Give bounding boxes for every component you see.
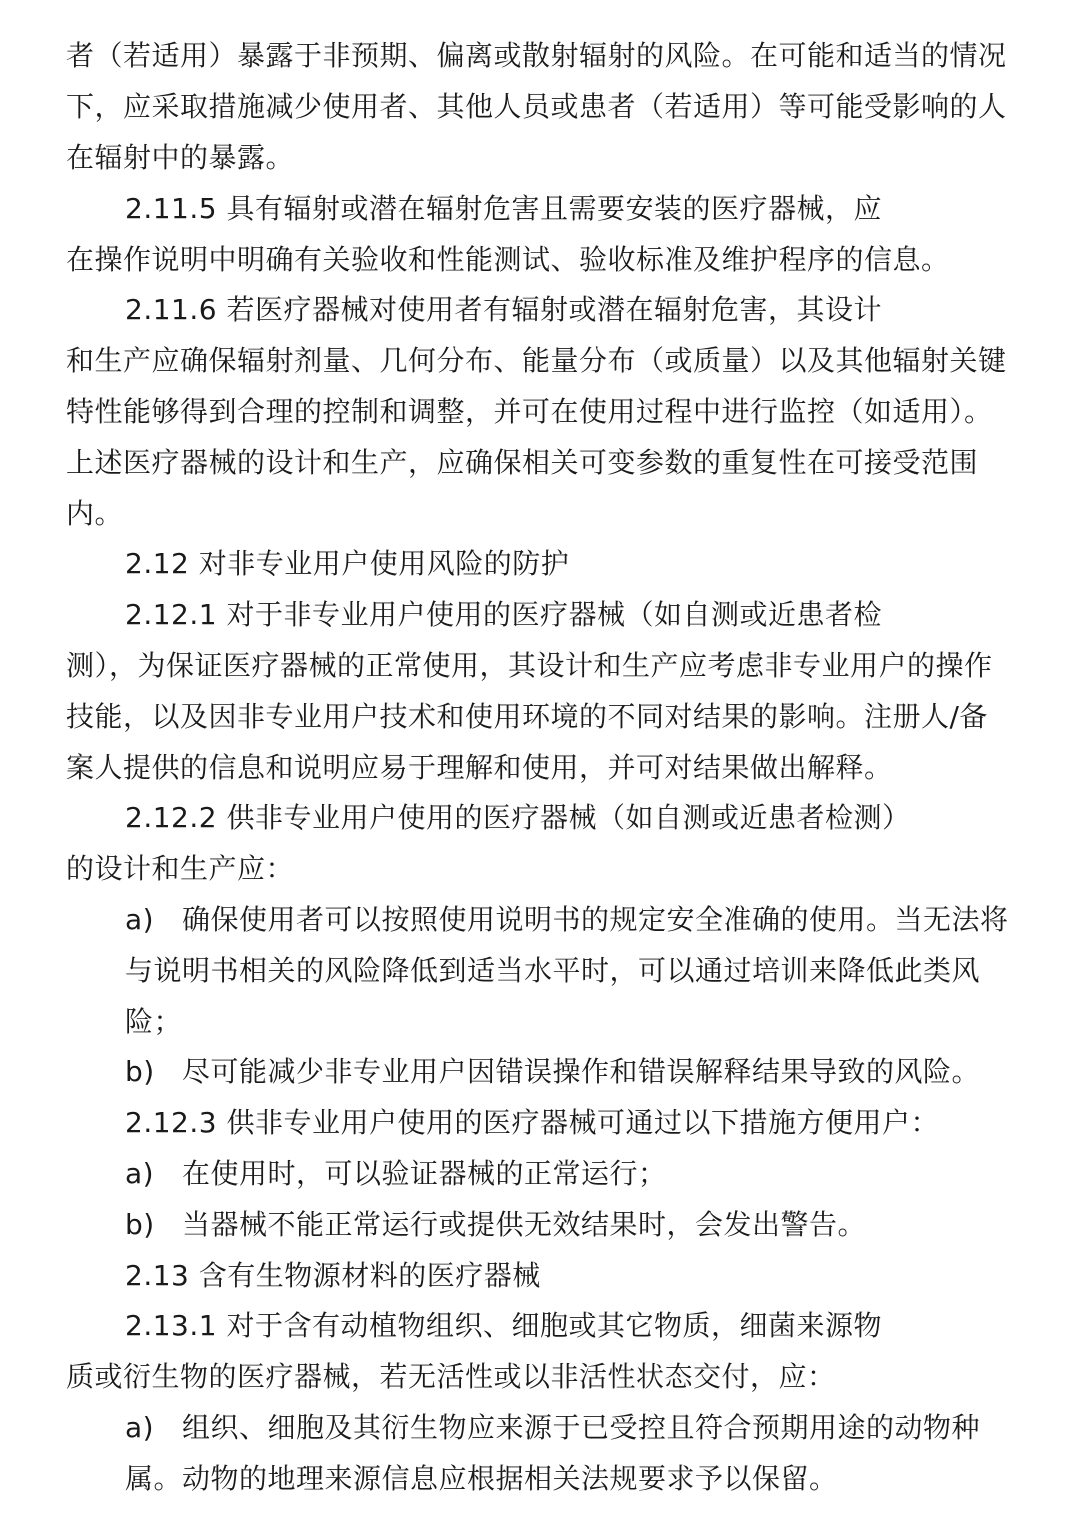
text-line: 的设计和生产应： xyxy=(66,852,295,885)
section-heading: 2.11.6 若医疗器械对使用者有辐射或潜在辐射危害，其设计 xyxy=(125,293,882,326)
list-marker: a) xyxy=(125,1411,155,1444)
section-heading: 2.13 含有生物源材料的医疗器械 xyxy=(125,1259,541,1292)
list-item-text: 属。动物的地理来源信息应根据相关法规要求予以保留。 xyxy=(125,1462,838,1495)
section-heading: 2.12 对非专业用户使用风险的防护 xyxy=(125,547,570,580)
text-line: 内。 xyxy=(66,497,124,530)
list-item-text: 险； xyxy=(125,1005,183,1038)
list-item-text: 组织、细胞及其衍生物应来源于已受控且符合预期用途的动物种 xyxy=(182,1411,981,1444)
list-item-text: 确保使用者可以按照使用说明书的规定安全准确的使用。当无法将 xyxy=(182,903,1009,936)
text-line: 在辐射中的暴露。 xyxy=(66,141,295,174)
list-marker: b) xyxy=(125,1055,155,1088)
list-item-text: 当器械不能正常运行或提供无效结果时，会发出警告。 xyxy=(182,1208,867,1241)
section-heading: 2.11.5 具有辐射或潜在辐射危害且需要安装的医疗器械，应 xyxy=(125,192,882,225)
text-line: 下，应采取措施减少使用者、其他人员或患者（若适用）等可能受影响的人 xyxy=(66,90,1007,123)
text-line: 上述医疗器械的设计和生产，应确保相关可变参数的重复性在可接受范围 xyxy=(66,446,979,479)
list-item-text: 尽可能减少非专业用户因错误操作和错误解释结果导致的风险。 xyxy=(182,1055,981,1088)
text-line: 者（若适用）暴露于非预期、偏离或散射辐射的风险。在可能和适当的情况 xyxy=(66,39,1007,72)
section-heading: 2.13.1 对于含有动植物组织、细胞或其它物质，细菌来源物 xyxy=(125,1309,882,1342)
list-marker: b) xyxy=(125,1208,155,1241)
list-marker: a) xyxy=(125,903,155,936)
section-heading: 2.12.3 供非专业用户使用的医疗器械可通过以下措施方便用户： xyxy=(125,1106,939,1139)
text-line: 测），为保证医疗器械的正常使用，其设计和生产应考虑非专业用户的操作 xyxy=(66,649,993,682)
list-item-text: 在使用时，可以验证器械的正常运行； xyxy=(182,1157,667,1190)
text-line: 和生产应确保辐射剂量、几何分布、能量分布（或质量）以及其他辐射关键 xyxy=(66,344,1007,377)
text-line: 技能，以及因非专业用户技术和使用环境的不同对结果的影响。注册人/备 xyxy=(66,700,988,733)
text-line: 特性能够得到合理的控制和调整，并可在使用过程中进行监控（如适用）。 xyxy=(66,395,993,428)
list-item-text: 与说明书相关的风险降低到适当水平时，可以通过培训来降低此类风 xyxy=(125,954,981,987)
text-line: 质或衍生物的医疗器械，若无活性或以非活性状态交付，应： xyxy=(66,1360,836,1393)
text-line: 案人提供的信息和说明应易于理解和使用，并可对结果做出解释。 xyxy=(66,751,893,784)
text-line: 在操作说明中明确有关验收和性能测试、验收标准及维护程序的信息。 xyxy=(66,243,950,276)
list-marker: a) xyxy=(125,1157,155,1190)
section-heading: 2.12.1 对于非专业用户使用的医疗器械（如自测或近患者检 xyxy=(125,598,882,631)
section-heading: 2.12.2 供非专业用户使用的医疗器械（如自测或近患者检测） xyxy=(125,801,911,834)
